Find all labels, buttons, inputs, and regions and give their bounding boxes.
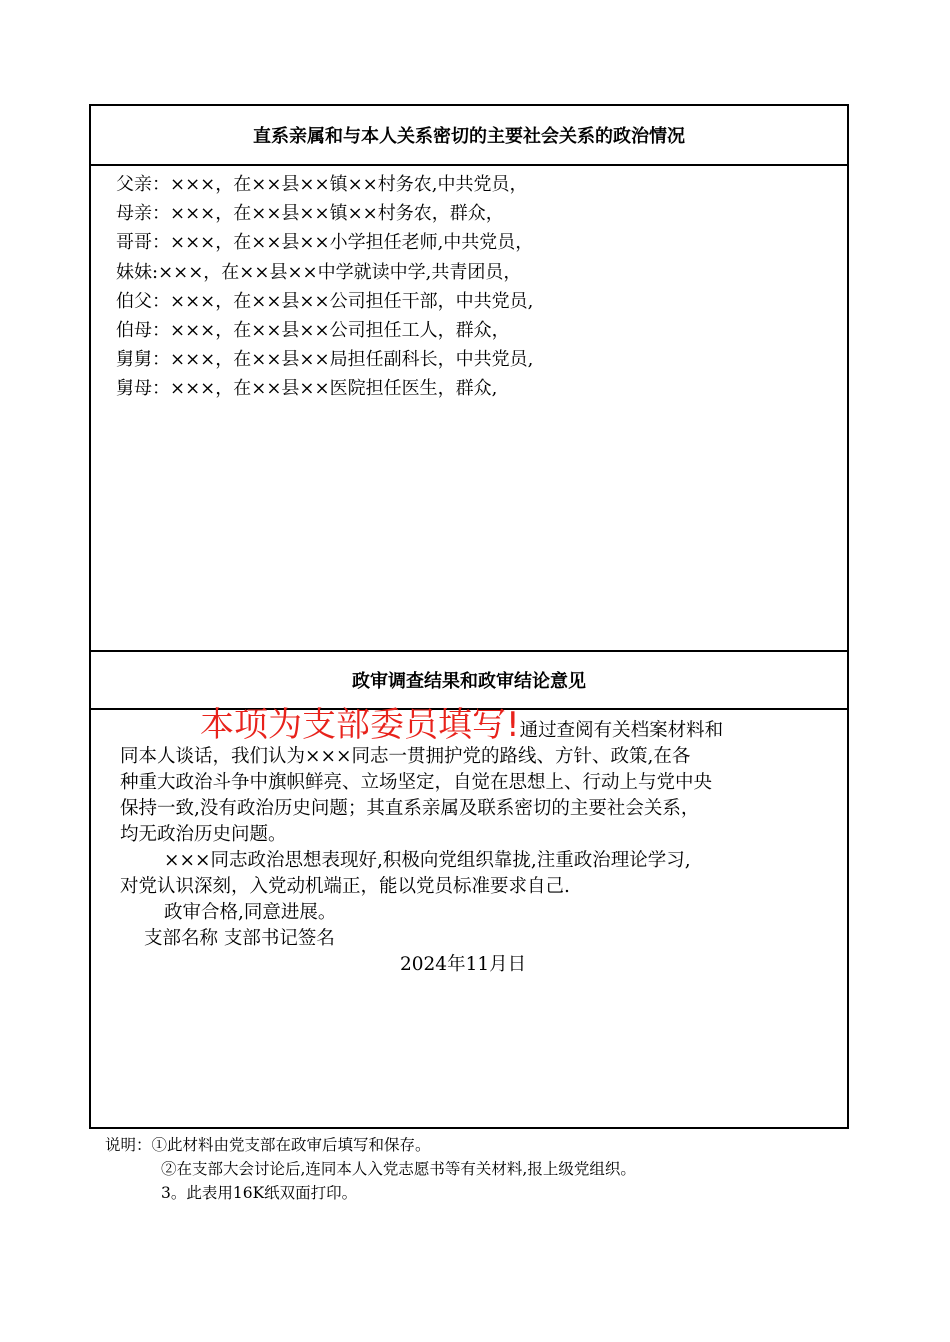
date-line: 2024年11月日 (400, 954, 527, 975)
relation-line: 妹妹:×××，在××县××中学就读中学,共青团员， (116, 261, 522, 283)
relation-line: 母亲：×××，在××县××镇××村务农，群众， (116, 203, 504, 225)
relations-list (116, 170, 837, 404)
note-line: ②在支部大会讨论后,连同本人入党志愿书等有关材料,报上级党组织。 (161, 1160, 636, 1178)
signature-line: 支部名称 支部书记签名 (144, 928, 335, 949)
relation-line: 伯父：×××，在××县××公司担任干部，中共党员, (116, 290, 534, 312)
conclusion-line: 种重大政治斗争中旗帜鲜亮、立场坚定，自觉在思想上、行动上与党中央 (120, 772, 713, 793)
conclusion-line: ×××同志政治思想表现好,积极向党组织靠拢,注重政治理论学习, (164, 850, 691, 871)
relation-line: 伯母：×××，在××县××公司担任工人，群众， (116, 320, 510, 342)
conclusion-line: 均无政治历史问题。 (120, 824, 287, 845)
relation-line: 舅母：×××，在××县××医院担任医生，群众, (116, 378, 498, 400)
conclusion-line: 对党认识深刻，入党动机端正，能以党员标准要求自己. (120, 876, 570, 897)
relation-line: 舅舅：×××，在××县××局担任副科长，中共党员, (116, 349, 534, 371)
conclusion-text (120, 705, 829, 978)
section2-title: 政审调查结果和政审结论意见 (352, 671, 586, 692)
notes (105, 1133, 636, 1205)
note-line: 3。此表用16K纸双面打印。 (161, 1184, 358, 1202)
conclusion-line: 同本人谈话，我们认为×××同志一贯拥护党的路线、方针、政策,在各 (120, 746, 691, 767)
political-review-form (89, 104, 849, 1129)
note-line: 说明：①此材料由党支部在政审后填写和保存。 (105, 1136, 431, 1154)
conclusion-line-start: 通过查阅有关档案材料和 (519, 720, 724, 741)
conclusion-line (120, 705, 829, 745)
red-note: 本项为支部委员填写! (200, 705, 520, 745)
section2-header (91, 650, 847, 710)
verdict-line: 政审合格,同意进展。 (164, 902, 337, 923)
relation-line: 父亲：×××，在××县××镇××村务农,中共党员， (116, 174, 528, 195)
relation-line: 哥哥：×××，在××县××小学担任老师,中共党员， (116, 232, 534, 254)
conclusion-line: 保持一致,没有政治历史问题；其直系亲属及联系密切的主要社会关系， (120, 798, 700, 819)
section1-header (91, 106, 847, 166)
section1-title: 直系亲属和与本人关系密切的主要社会关系的政治情况 (253, 126, 685, 147)
